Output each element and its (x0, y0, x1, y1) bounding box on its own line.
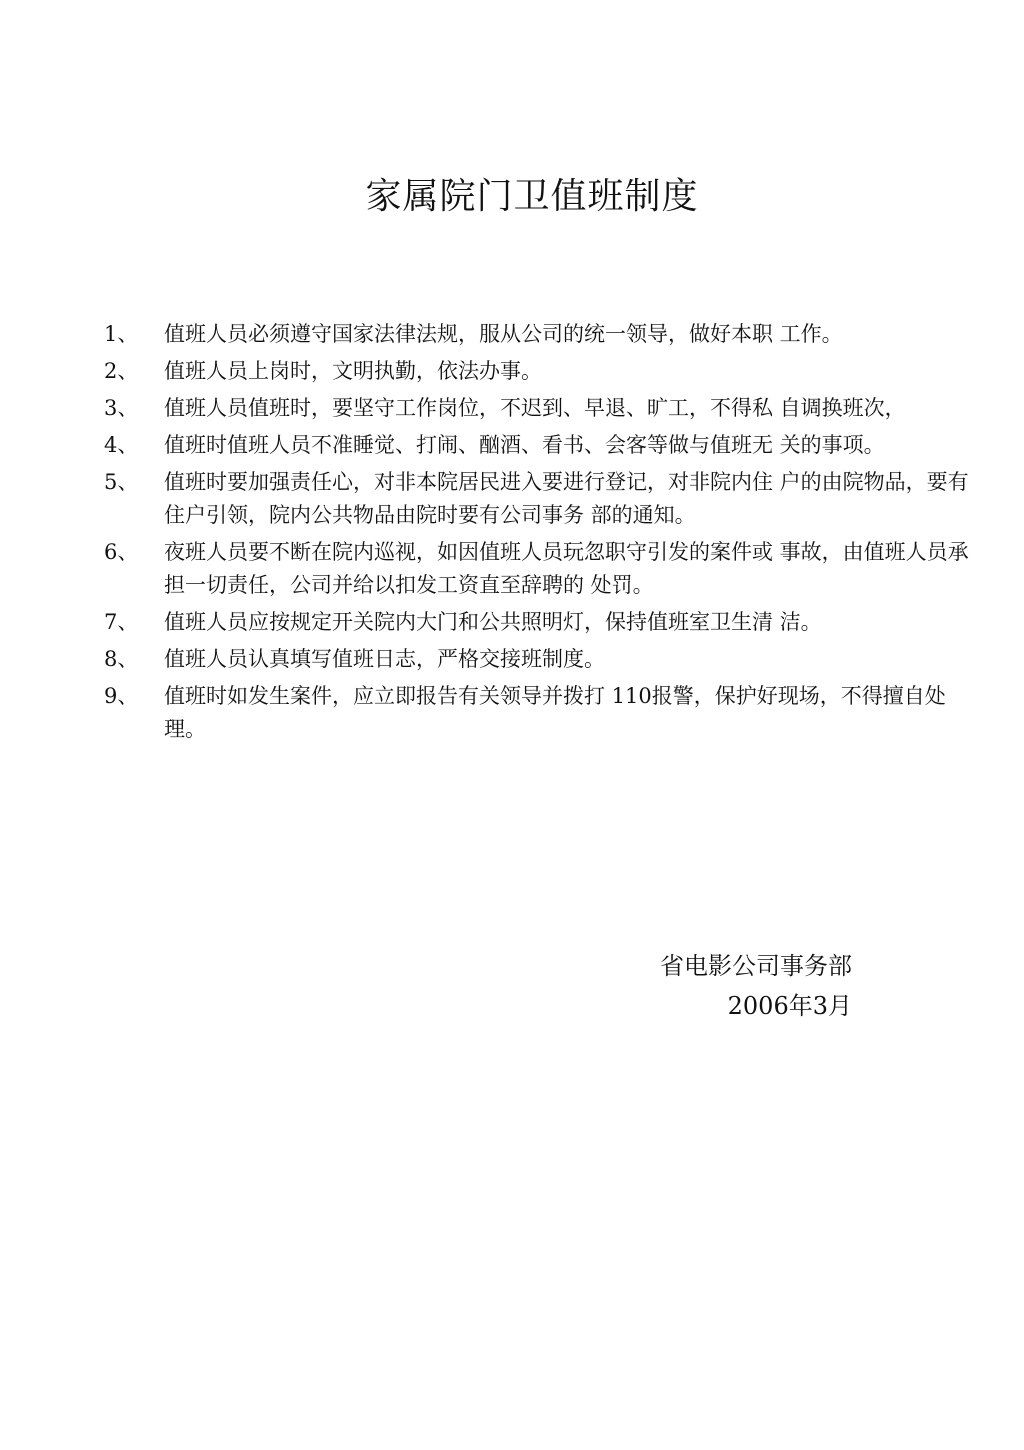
signature-block (660, 946, 852, 1026)
rule-item-3 (104, 392, 974, 425)
rule-item-9 (104, 680, 974, 746)
rule-number: 9、 (104, 684, 139, 708)
rule-item-2 (104, 355, 974, 388)
rule-text: 值班时要加强责任心，对非本院居民进入要进行登记，对非院内住 户的由院物品，要有住户引领，院内公共物品由院时要有公司事务 部的通知。 (164, 470, 969, 527)
rule-item-7 (104, 606, 974, 639)
rule-text: 夜班人员要不断在院内巡视，如因值班人员玩忽职守引发的案件或 事故，由值班人员承担一切责任，公司并给以扣发工资直至辞聘的 处罚。 (164, 540, 969, 597)
rule-item-8 (104, 643, 974, 676)
rules-list (104, 318, 974, 750)
rule-number: 1、 (104, 322, 139, 346)
rule-number: 4、 (104, 433, 139, 457)
rule-number: 6、 (104, 540, 139, 564)
document-title: 家属院门卫值班制度 (365, 176, 699, 217)
rule-text: 值班时值班人员不准睡觉、打闹、酗酒、看书、会客等做与值班无 关的事项。 (164, 433, 885, 457)
signature-date: 2006年3月 (727, 992, 852, 1020)
rule-text: 值班人员应按规定开关院内大门和公共照明灯，保持值班室卫生清 洁。 (164, 610, 822, 634)
rule-item-1 (104, 318, 974, 351)
rule-number: 8、 (104, 647, 139, 671)
rule-text: 值班人员必须遵守国家法律法规，服从公司的统一领导，做好本职 工作。 (164, 322, 843, 346)
rule-item-5 (104, 466, 974, 532)
rule-text: 值班时如发生案件，应立即报告有关领导并拨打 110报警，保护好现场，不得擅自处理。 (164, 684, 946, 741)
rule-item-6 (104, 536, 974, 602)
rule-number: 5、 (104, 470, 139, 494)
signature-department: 省电影公司事务部 (660, 952, 852, 980)
rule-number: 7、 (104, 610, 139, 634)
rule-text: 值班人员上岗时，文明执勤，依法办事。 (164, 359, 542, 383)
rule-number: 2、 (104, 359, 139, 383)
rule-text: 值班人员认真填写值班日志，严格交接班制度。 (164, 647, 605, 671)
rule-number: 3、 (104, 396, 139, 420)
rule-text: 值班人员值班时，要坚守工作岗位，不迟到、早退、旷工，不得私 自调换班次， (164, 396, 906, 420)
rule-item-4 (104, 429, 974, 462)
